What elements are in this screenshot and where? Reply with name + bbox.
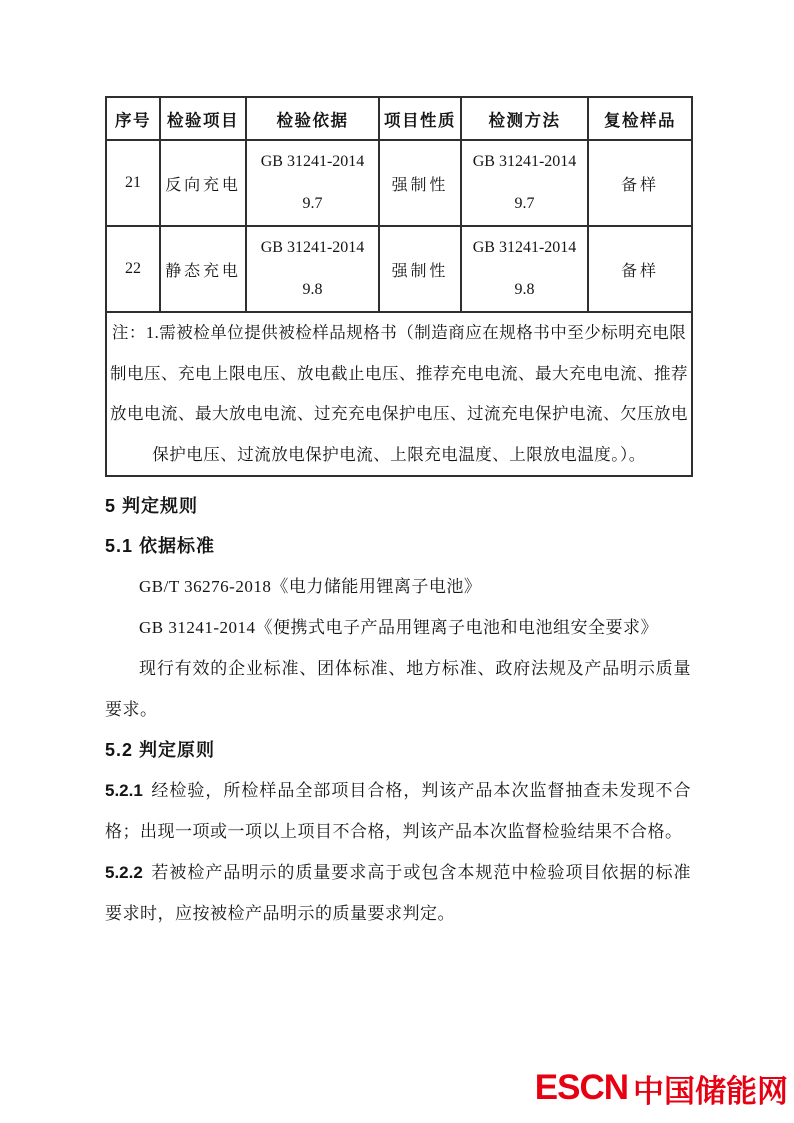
- cell-item: 静态充电: [160, 226, 246, 312]
- cell-seq: 22: [106, 226, 160, 312]
- standard-reference-3: 现行有效的企业标准、团体标准、地方标准、政府法规及产品明示质量要求。: [105, 659, 691, 719]
- cell-method: [461, 226, 588, 312]
- table-row: [106, 226, 692, 312]
- standard-reference-1: GB/T 36276-2018《电力储能用锂离子电池》: [139, 577, 482, 596]
- clause-5-2-1-text: 经检验，所检样品全部项目合格，判该产品本次监督抽查未发现不合格；出现一项或一项以上项目不合格，判该产品本次监督检验结果不合格。: [105, 781, 691, 841]
- cell-recheck: 备样: [588, 226, 692, 312]
- cell-method: [461, 140, 588, 226]
- standard-reference-2: GB 31241-2014《便携式电子产品用锂离子电池和电池组安全要求》: [139, 618, 659, 637]
- clause-5-2-1-number: 5.2.1: [105, 781, 143, 800]
- clause-5-2-2-number: 5.2.2: [105, 863, 143, 882]
- column-header-item: 检验项目: [160, 97, 246, 140]
- section-5-heading: 5 判定规则: [105, 496, 199, 516]
- escn-logo-en-text: ESCN: [534, 1068, 628, 1107]
- table-header-row: [106, 97, 692, 140]
- cell-method-clause: 9.8: [514, 281, 535, 298]
- cell-basis-standard: GB 31241-2014: [260, 239, 365, 256]
- escn-logo-cn-text: 中国储能网: [633, 1073, 788, 1109]
- escn-logo: [535, 1068, 788, 1108]
- column-header-seq: 序号: [106, 97, 160, 140]
- inspection-items-table: [105, 96, 693, 477]
- cell-basis: [246, 140, 379, 226]
- cell-basis-standard: GB 31241-2014: [260, 153, 365, 170]
- clause-5-2-1: [105, 770, 691, 852]
- clause-5-2-2: [105, 852, 691, 934]
- column-header-nature: 项目性质: [379, 97, 461, 140]
- cell-nature: 强制性: [379, 226, 461, 312]
- column-header-basis: 检验依据: [246, 97, 379, 140]
- section-5-1-heading: 5.1 依据标准: [105, 536, 216, 556]
- column-header-recheck: 复检样品: [588, 97, 692, 140]
- cell-method-standard: GB 31241-2014: [472, 239, 577, 256]
- column-header-method: 检测方法: [461, 97, 588, 140]
- cell-method-clause: 9.7: [514, 195, 535, 212]
- table-row: [106, 140, 692, 226]
- cell-item: 反向充电: [160, 140, 246, 226]
- cell-basis-clause: 9.8: [302, 281, 323, 298]
- cell-method-standard: GB 31241-2014: [472, 153, 577, 170]
- cell-nature: 强制性: [379, 140, 461, 226]
- table-note: 注：1.需被检单位提供被检样品规格书（制造商应在规格书中至少标明充电限制电压、充电上限电压、放电截止电压、推荐充电电流、最大充电电流、推荐放电电流、最大放电电流、过充充电保护电压、过流充电保护电流、欠压放电保护电压、过流放电保护电流、上限充电温度、上限放电温度。）。: [106, 312, 692, 476]
- clause-5-2-2-text: 若被检产品明示的质量要求高于或包含本规范中检验项目依据的标准要求时，应按被检产品明示的质量要求判定。: [105, 863, 691, 923]
- section-5-2-heading: 5.2 判定原则: [105, 740, 216, 760]
- cell-basis-clause: 9.7: [302, 195, 323, 212]
- cell-basis: [246, 226, 379, 312]
- cell-seq: 21: [106, 140, 160, 226]
- table-note-row: [106, 312, 692, 476]
- cell-recheck: 备样: [588, 140, 692, 226]
- document-content: [105, 96, 691, 934]
